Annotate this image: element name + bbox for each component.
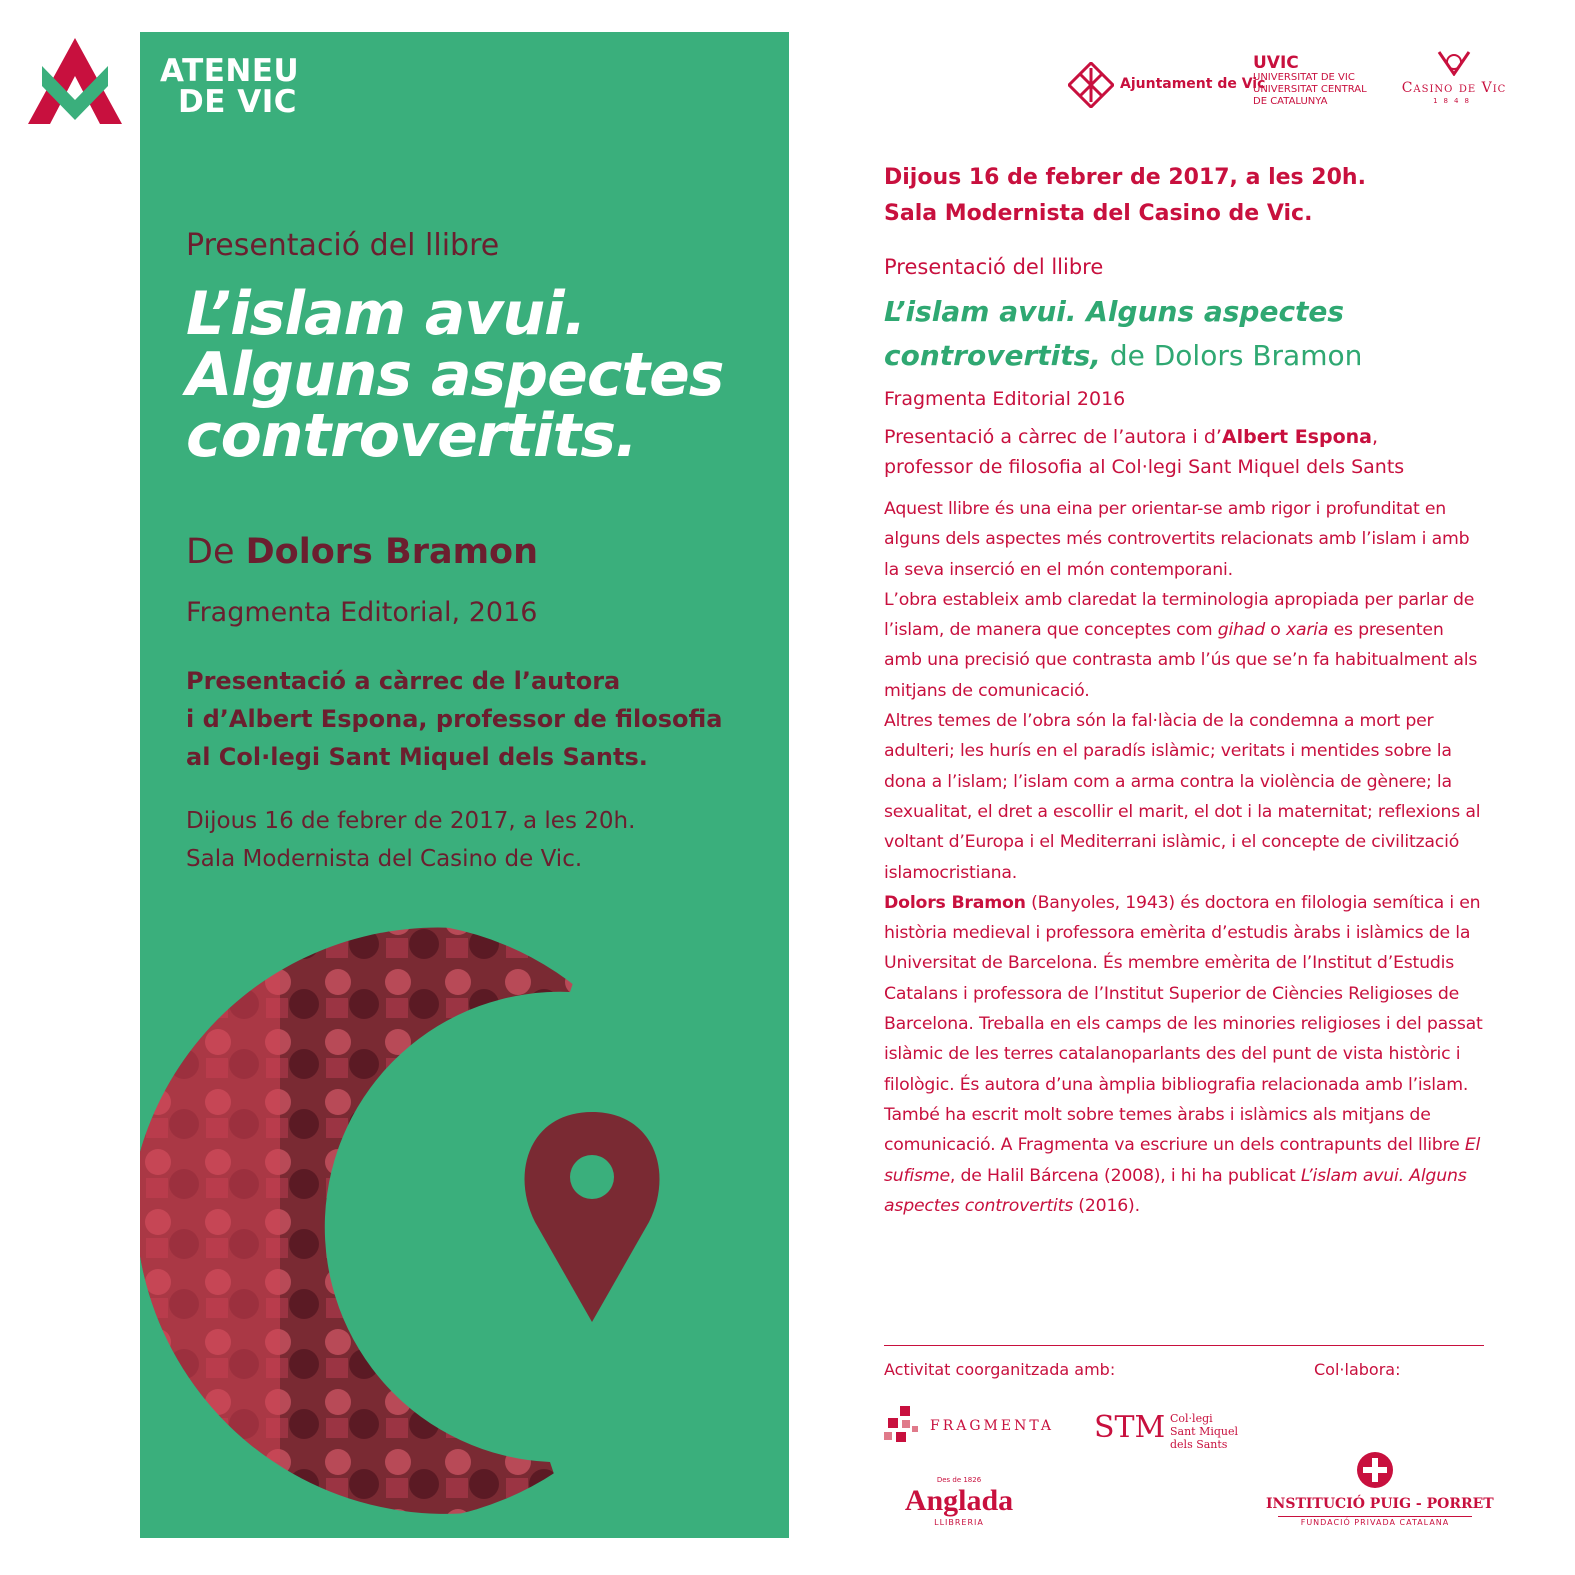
anglada-wordmark: Anglada — [904, 1484, 1014, 1517]
uvic-wordmark: UVIC — [1253, 53, 1299, 73]
right-column — [884, 160, 1484, 1221]
ajuntament-logo — [1068, 62, 1266, 108]
bio-text: , de Halil Bárcena (2008), i hi ha publicat — [949, 1165, 1301, 1186]
left-title-line: controvertits. — [186, 401, 637, 471]
book-description — [884, 494, 1484, 1221]
author-name: Dolors Bramon — [245, 532, 539, 572]
left-presenter-line: Presentació a càrrec de l’autora — [186, 667, 621, 695]
stm-logo — [1094, 1408, 1244, 1456]
body-paragraph — [884, 585, 1484, 706]
fragmenta-logo — [884, 1404, 1074, 1450]
left-publisher: Fragmenta Editorial, 2016 — [186, 597, 538, 628]
presenter-prefix: Presentació a càrrec de l’autora i d’ — [884, 426, 1222, 448]
crescent-photo-illustration — [140, 902, 789, 1538]
presenter-name: Albert Espona — [1221, 426, 1372, 448]
right-presenter-line: professor de filosofia al Col·legi Sant Miquel dels Sants — [884, 456, 1405, 478]
left-presenter-line: al Col·legi Sant Miquel dels Sants. — [186, 743, 648, 771]
stm-text — [1170, 1412, 1238, 1451]
stm-line: Sant Miquel — [1170, 1425, 1239, 1438]
right-title-line — [884, 334, 1484, 378]
ateneu-line: ATENEU — [160, 53, 300, 89]
ateneu-wordmark — [160, 53, 300, 120]
puig-porret-logo — [1266, 1450, 1494, 1532]
left-date — [186, 802, 756, 878]
fragmenta-label: FRAGMENTA — [930, 1418, 1055, 1434]
left-title — [186, 279, 776, 471]
ajuntament-seal-icon — [1068, 62, 1114, 108]
uvic-line: UNIVERSITAT CENTRAL — [1253, 84, 1367, 95]
bio-text: (2016). — [1073, 1195, 1140, 1216]
anglada-since: Des de 1826 — [936, 1476, 982, 1484]
author-prefix: De — [186, 532, 246, 572]
green-panel — [140, 32, 789, 1538]
body-term: gihad — [1217, 620, 1265, 641]
presenter-suffix: , — [1371, 426, 1379, 448]
right-title-author: de Dolors Bramon — [1100, 339, 1363, 372]
body-text: L’obra estableix amb claredat la terminologia apropiada per parlar de l’islam, de manera que conceptes com — [884, 589, 1475, 641]
uvic-logo — [1253, 54, 1383, 110]
right-date-line: Dijous 16 de febrer de 2017, a les 20h. — [884, 165, 1366, 190]
anglada-logo — [904, 1476, 1014, 1532]
right-publisher: Fragmenta Editorial 2016 — [884, 388, 1126, 410]
left-intro: Presentació del llibre — [186, 228, 500, 263]
stm-line: Col·legi — [1170, 1412, 1213, 1425]
puig-cross-icon — [1355, 1450, 1395, 1490]
left-date-line: Sala Modernista del Casino de Vic. — [186, 846, 583, 872]
author-bio — [884, 888, 1484, 1221]
uvic-line: UNIVERSITAT DE VIC — [1253, 72, 1355, 83]
body-text: o — [1264, 620, 1286, 641]
left-title-line: L’islam avui. — [186, 279, 586, 349]
right-date — [884, 160, 1484, 232]
body-text: es presenten amb una precisió que contrasta amb l’ús que se’n fa habitualment als mitjans de comunicació. — [884, 620, 1478, 701]
bio-book: El sufisme — [884, 1135, 1481, 1186]
right-presenter-line — [884, 422, 1484, 452]
bio-name: Dolors Bramon — [884, 892, 1026, 913]
stm-mark: STM — [1094, 1410, 1166, 1445]
footer-divider — [884, 1345, 1484, 1346]
bio-book: L’islam avui. Alguns aspectes controvertits — [884, 1165, 1467, 1216]
left-title-line: Alguns aspectes — [186, 340, 724, 410]
ateneu-logo-icon — [28, 38, 122, 124]
body-term: xaria — [1285, 620, 1329, 641]
left-presenter — [186, 662, 756, 776]
casino-year: 1848 — [1433, 97, 1475, 105]
casino-label: Casino de Vic — [1401, 80, 1507, 96]
right-title-line: L’islam avui. Alguns aspectes — [884, 295, 1345, 328]
puig-name: INSTITUCIÓ PUIG - PORRET — [1266, 1496, 1494, 1512]
body-paragraph: Altres temes de l’obra són la fal·làcia de la condemna a mort per adulteri; les hurís en el paradís islàmic; veritats i mentides sobre la dona a l’islam; l’islam com a arma contra la violència de gènere; la sexualitat, el dret a escollir el marit, el dot i la maternitat; reflexions al voltant d’Europa i el Mediterrani islàmic, i el concepte de civilització islamocristiana. — [884, 711, 1481, 883]
right-intro: Presentació del llibre — [884, 255, 1104, 279]
left-author — [186, 532, 538, 572]
right-title-part: controvertits, — [884, 339, 1101, 372]
casino-monogram-icon — [1437, 50, 1471, 76]
casino-logo — [1390, 50, 1518, 112]
right-date-line: Sala Modernista del Casino de Vic. — [884, 201, 1313, 226]
right-title — [884, 290, 1484, 378]
ajuntament-label: Ajuntament de Vic — [1120, 76, 1266, 92]
body-paragraph: Aquest llibre és una eina per orientar-se amb rigor i profunditat en alguns dels aspectes més controvertits relacionats amb l’islam i amb la seva inserció en el món contemporani. — [884, 499, 1470, 580]
ateneu-line: DE VIC — [178, 84, 297, 120]
anglada-sub: LLIBRERIA — [934, 1518, 984, 1527]
bio-text: (Banyoles, 1943) és doctora en filologia semítica i en història medieval i professora emèrita d’estudis àrabs i islàmics de la Universitat de Barcelona. És membre emèrita de l’Institut d’Estudis Catalans i professora de l’Institut Superior de Ciències Religioses de Barcelona. Treballa en els camps de les minories religioses i del passat islàmic de les terres catalanoparlants des del punt de vista històric i filològic. És autora d’una àmplia bibliografia relacionada amb l’islam. També ha escrit molt sobre temes àrabs i islàmics als mitjans de comunicació. A Fragmenta va escriure un dels contrapunts del llibre — [884, 892, 1483, 1156]
collaborates-label: Col·labora: — [1314, 1360, 1401, 1379]
right-presenter — [884, 422, 1484, 482]
left-date-line: Dijous 16 de febrer de 2017, a les 20h. — [186, 808, 636, 834]
fragmenta-squares-icon — [884, 1406, 924, 1446]
stm-line: dels Sants — [1170, 1438, 1228, 1451]
coorganized-label: Activitat coorganitzada amb: — [884, 1360, 1116, 1379]
puig-sub: FUNDACIÓ PRIVADA CATALANA — [1278, 1516, 1472, 1529]
left-presenter-line: i d’Albert Espona, professor de filosofia — [186, 705, 723, 733]
uvic-line: DE CATALUNYA — [1253, 96, 1328, 107]
